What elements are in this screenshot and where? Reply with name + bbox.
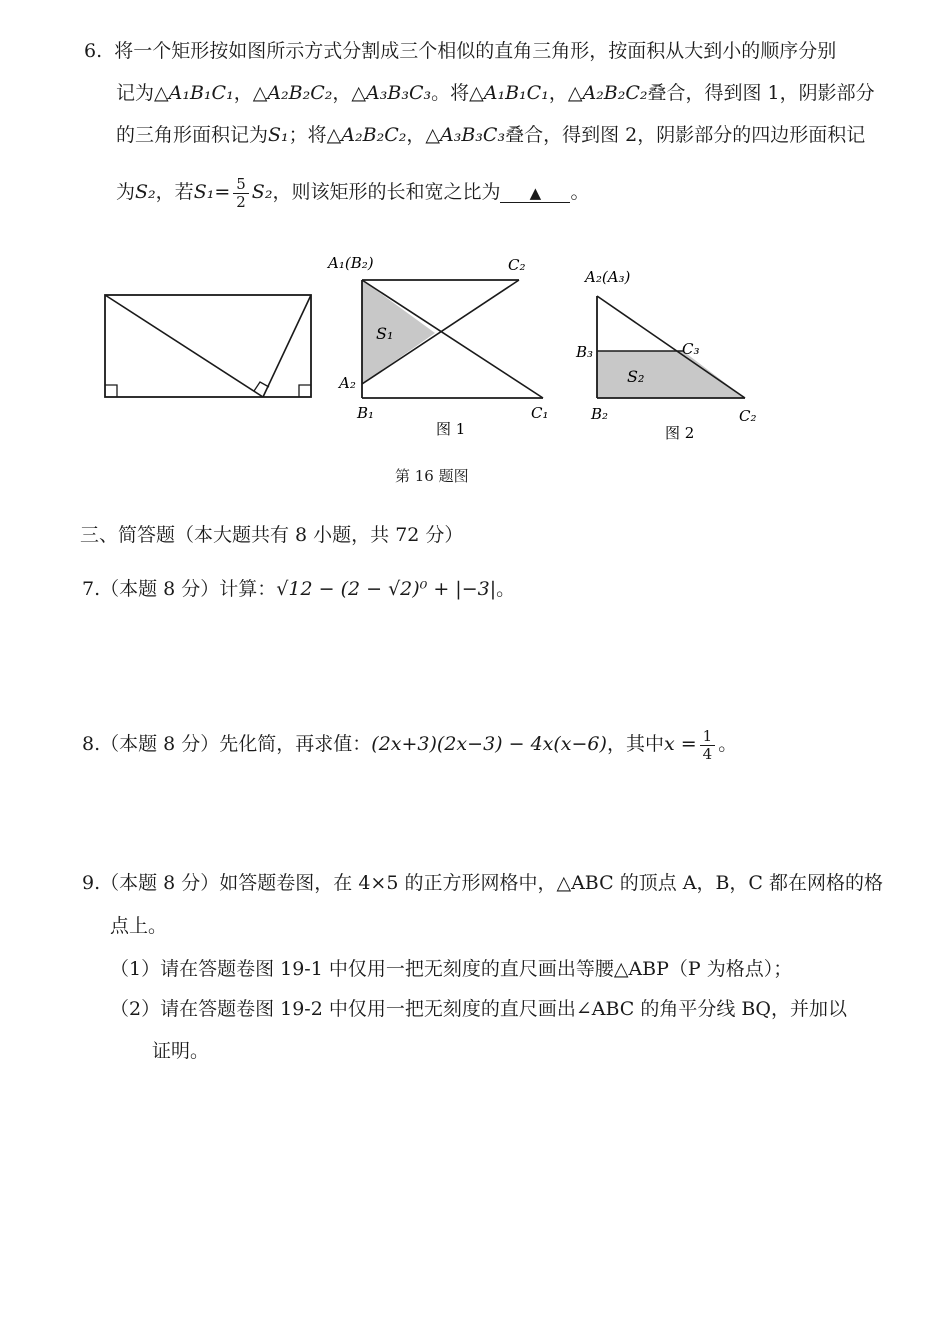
q6-line-1 <box>84 40 836 63</box>
figure-2 <box>575 262 765 447</box>
fraction-5-2: $\frac{5}{2}$ <box>233 176 249 210</box>
fig1-label-a2: A₂ <box>339 374 356 392</box>
rect-diagonal <box>105 295 263 397</box>
section-title: 三、简答题（本大题共有 8 小题，共 72 分） <box>80 524 464 546</box>
q8-prefix: 8.（本题 8 分）先化简，再求值： <box>82 733 372 755</box>
rectangle-outline <box>105 295 311 397</box>
fig1-label-b1: B₁ <box>357 404 375 422</box>
q9-part-1: （1）请在答题卷图 19-1 中仅用一把无刻度的直尺画出等腰△ABP（P 为格点）； <box>110 958 793 980</box>
tri-3: △A₃B₃C₃ <box>351 82 432 104</box>
q7-line: 7.（本题 8 分）计算：√12 − (2 − √2)⁰ + |−3|。 <box>82 578 516 600</box>
q6-line-3: 的三角形面积记为S₁；将△A₂B₂C₂，△A₃B₃C₃叠合，得到图 2，阴影部分的四边形面积记 <box>116 124 866 146</box>
q9-line-2: 点上。 <box>110 915 168 937</box>
fig1-label-a1b2: A₁(B₂) <box>328 254 374 272</box>
q6-line-2: 记为△A₁B₁C₁，△A₂B₂C₂，△A₃B₃C₃。将△A₁B₁C₁，△A₂B₂C₂叠合，得到图 1，阴影部分 <box>116 82 875 104</box>
fig1-label-s1: S₁ <box>376 324 394 343</box>
fig2-label-a2a3: A₂(A₃) <box>585 268 631 286</box>
answer-blank: ▲ <box>500 184 570 203</box>
figure-1 <box>325 250 560 440</box>
right-angle-mark-right <box>299 385 311 397</box>
figure-rectangle <box>100 290 315 402</box>
fig2-label-c3: C₃ <box>682 340 700 358</box>
fraction-1-4: $\frac{1}{4}$ <box>700 728 716 762</box>
fig1-label-c1: C₁ <box>531 404 549 422</box>
fig2-shaded-s2 <box>597 351 745 398</box>
tri-2: △A₂B₂C₂ <box>252 82 333 104</box>
fig2-caption: 图 2 <box>665 424 695 442</box>
s1-symbol: S₁ <box>268 124 289 146</box>
q8-expression: (2x+3)(2x−3) − 4x(x−6) <box>371 733 607 755</box>
q9-part-2: （2）请在答题卷图 19-2 中仅用一把无刻度的直尺画出∠ABC 的角平分线 BQ，并加以 <box>110 998 847 1020</box>
tri-1: △A₁B₁C₁ <box>154 82 234 104</box>
fig1-shaded-s1 <box>362 280 435 384</box>
fig1-caption: 图 1 <box>436 420 466 438</box>
right-angle-mark-left <box>105 385 117 397</box>
fig1-label-c2: C₂ <box>508 256 526 274</box>
fig2-label-c2: C₂ <box>739 407 757 425</box>
rect-altitude <box>263 295 311 397</box>
fig2-label-b2: B₂ <box>591 405 609 423</box>
q6-text-1: 将一个矩形按如图所示方式分割成三个相似的直角三角形，按面积从大到小的顺序分别 <box>114 40 837 62</box>
q7-expression: √12 − (2 − √2)⁰ + |−3| <box>276 578 497 600</box>
q7-prefix: 7.（本题 8 分）计算： <box>82 578 277 600</box>
q6-line-4: 为S₂，若S₁= $\frac{5}{2}$ S₂，则该矩形的长和宽之比为 ▲ 。 <box>116 175 590 211</box>
fig2-label-s2: S₂ <box>627 367 645 386</box>
q6-number: 6. <box>84 40 103 62</box>
q8-line: 8.（本题 8 分）先化简，再求值：(2x+3)(2x−3) − 4x(x−6)，其中x = $\frac{1}{4}$ 。 <box>82 727 738 763</box>
q9-line-1: 9.（本题 8 分）如答题卷图，在 4×5 的正方形网格中，△ABC 的顶点 A，B，C 都在网格的格 <box>82 872 883 894</box>
q9-part-2-cont: 证明。 <box>152 1040 210 1062</box>
figure-caption: 第 16 题图 <box>395 467 469 485</box>
fig2-label-b3: B₃ <box>576 343 594 361</box>
